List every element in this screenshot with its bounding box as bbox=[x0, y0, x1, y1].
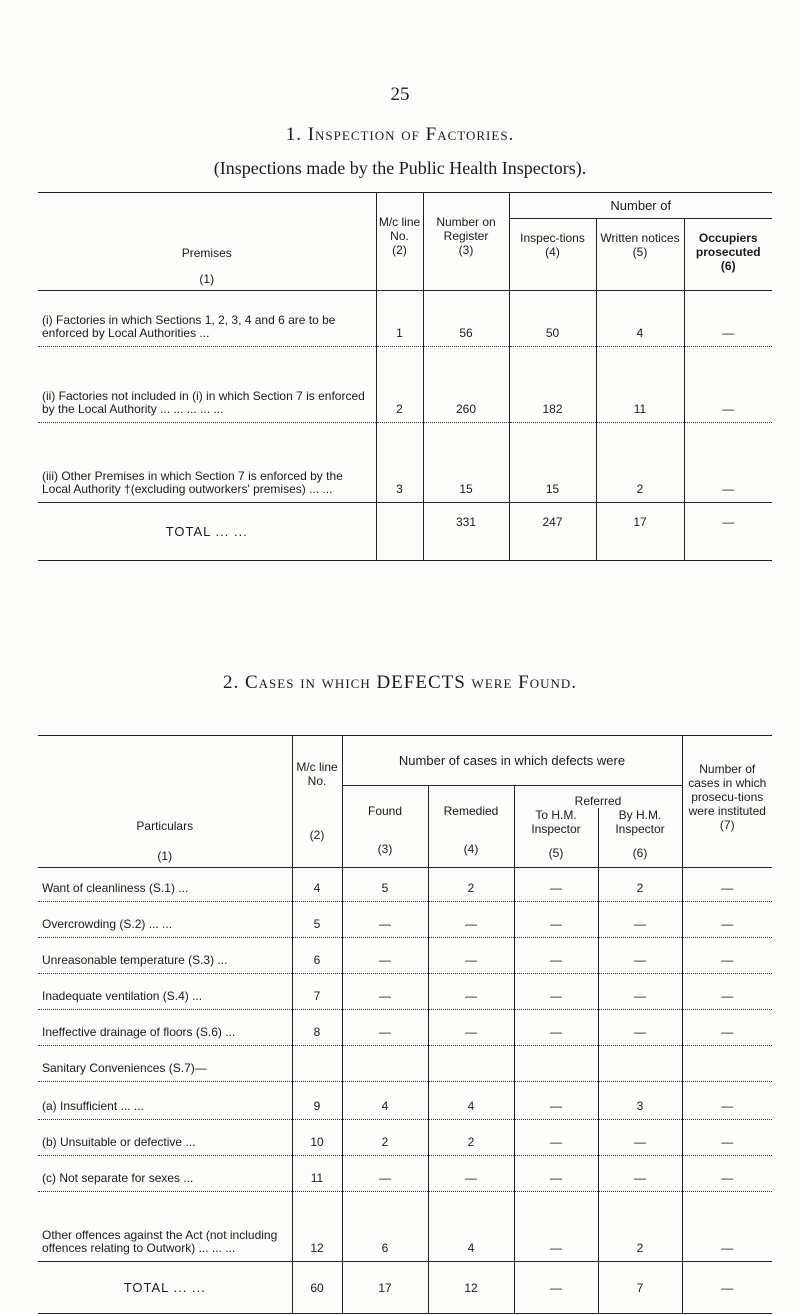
remedied-cell: — bbox=[428, 1156, 514, 1192]
prosecutions-cell: — bbox=[682, 1010, 772, 1046]
premises-label: (iii) Other Premises in which Section 7 is enforced by the Local Authority †(excluding outworkers' premises) ... ... bbox=[38, 423, 376, 503]
prosecutions-total: — bbox=[682, 1262, 772, 1314]
mc-cell: 2 bbox=[376, 347, 423, 423]
by-hm-cell: — bbox=[598, 1120, 682, 1156]
by-hm-cell: 3 bbox=[598, 1082, 682, 1120]
particulars-header: Particulars (1) bbox=[38, 736, 292, 868]
table-row bbox=[38, 1010, 772, 1046]
to-hm-cell: — bbox=[514, 902, 598, 938]
table-row bbox=[38, 902, 772, 938]
number-of-header: Number of bbox=[509, 193, 772, 219]
prosecutions-cell: — bbox=[682, 1120, 772, 1156]
prosecutions-cell: — bbox=[682, 1156, 772, 1192]
particulars-label: (b) Unsuitable or defective ... bbox=[38, 1120, 292, 1156]
by-hm-cell: — bbox=[598, 938, 682, 974]
register-header: Number on Register (3) bbox=[423, 193, 509, 291]
mc-cell: 8 bbox=[292, 1010, 342, 1046]
total-label: TOTAL ... ... bbox=[38, 1262, 292, 1314]
premises-header: Premises (1) bbox=[38, 193, 376, 291]
to-hm-cell: — bbox=[514, 1082, 598, 1120]
particulars-label: Want of cleanliness (S.1) ... bbox=[38, 868, 292, 902]
mc-cell: 5 bbox=[292, 902, 342, 938]
mc-line-header: M/c line No. (2) bbox=[376, 193, 423, 291]
mc-cell: 4 bbox=[292, 868, 342, 902]
register-cell: 15 bbox=[423, 423, 509, 503]
found-cell: — bbox=[342, 1156, 428, 1192]
section2-title: 2. Cases in which DEFECTS were Found. bbox=[222, 672, 577, 693]
notices-header: Written notices (5) bbox=[596, 219, 684, 291]
found-cell: 4 bbox=[342, 1082, 428, 1120]
prosecutions-cell: — bbox=[682, 902, 772, 938]
mc-cell bbox=[376, 503, 423, 561]
found-cell: 6 bbox=[342, 1192, 428, 1262]
by-hm-cell: — bbox=[598, 1010, 682, 1046]
remedied-header: Remedied (4) bbox=[428, 786, 514, 868]
particulars-label: Other offences against the Act (not including offences relating to Outwork) ... ... ... bbox=[38, 1192, 292, 1262]
defects-header: Number of cases in which defects were bbox=[342, 736, 682, 786]
found-cell: — bbox=[342, 902, 428, 938]
remedied-total: 12 bbox=[428, 1262, 514, 1314]
by-hm-total: 7 bbox=[598, 1262, 682, 1314]
inspections-total: 247 bbox=[509, 503, 596, 561]
premises-label: (ii) Factories not included in (i) in which Section 7 is enforced by the Local Authority ... ... ... ... ... bbox=[38, 347, 376, 423]
particulars-label: (a) Insufficient ... ... bbox=[38, 1082, 292, 1120]
to-hm-header: To H.M. Inspector (5) bbox=[514, 808, 598, 868]
particulars-label: Ineffective drainage of floors (S.6) ... bbox=[38, 1010, 292, 1046]
prosecutions-cell bbox=[682, 1046, 772, 1082]
table-row bbox=[38, 1082, 772, 1120]
prosecutions-cell: — bbox=[682, 1082, 772, 1120]
prosecutions-cell: — bbox=[682, 938, 772, 974]
particulars-label: Overcrowding (S.2) ... ... bbox=[38, 902, 292, 938]
remedied-cell: 2 bbox=[428, 1120, 514, 1156]
mc-total: 60 bbox=[292, 1262, 342, 1314]
remedied-cell: — bbox=[428, 902, 514, 938]
factories-inspection-table bbox=[38, 192, 772, 561]
mc-cell: 10 bbox=[292, 1120, 342, 1156]
to-hm-cell: — bbox=[514, 938, 598, 974]
mc-cell bbox=[292, 1046, 342, 1082]
mc-line-header: M/c line No. (2) bbox=[292, 736, 342, 868]
inspections-header: Inspec-tions (4) bbox=[509, 219, 596, 291]
mc-cell: 3 bbox=[376, 423, 423, 503]
to-hm-cell: — bbox=[514, 868, 598, 902]
prosecuted-header: Occupiers prosecuted (6) bbox=[684, 219, 772, 291]
by-hm-cell: — bbox=[598, 974, 682, 1010]
found-cell: — bbox=[342, 938, 428, 974]
prosecuted-cell: — bbox=[684, 291, 772, 347]
remedied-cell bbox=[428, 1046, 514, 1082]
found-cell: 2 bbox=[342, 1120, 428, 1156]
to-hm-cell: — bbox=[514, 1120, 598, 1156]
total-row bbox=[38, 1262, 772, 1314]
prosecutions-cell: — bbox=[682, 974, 772, 1010]
total-label: TOTAL ... ... bbox=[38, 503, 376, 561]
total-row bbox=[38, 503, 772, 561]
prosecuted-total: — bbox=[684, 503, 772, 561]
notices-cell: 11 bbox=[596, 347, 684, 423]
to-hm-cell: — bbox=[514, 1156, 598, 1192]
page-number: 25 bbox=[390, 84, 410, 105]
defects-table bbox=[38, 735, 772, 1314]
found-header: Found (3) bbox=[342, 786, 428, 868]
by-hm-cell: — bbox=[598, 902, 682, 938]
mc-cell: 1 bbox=[376, 291, 423, 347]
table-row bbox=[38, 1120, 772, 1156]
table-row bbox=[38, 1192, 772, 1262]
prosecutions-cell: — bbox=[682, 1192, 772, 1262]
table-row bbox=[38, 1156, 772, 1192]
particulars-label: Unreasonable temperature (S.3) ... bbox=[38, 938, 292, 974]
mc-cell: 7 bbox=[292, 974, 342, 1010]
remedied-cell: 4 bbox=[428, 1082, 514, 1120]
to-hm-cell: — bbox=[514, 1010, 598, 1046]
found-cell: — bbox=[342, 974, 428, 1010]
mc-cell: 6 bbox=[292, 938, 342, 974]
prosecuted-cell: — bbox=[684, 423, 772, 503]
by-hm-header: By H.M. Inspector (6) bbox=[598, 808, 682, 868]
mc-cell: 9 bbox=[292, 1082, 342, 1120]
found-cell: 5 bbox=[342, 868, 428, 902]
remedied-cell: — bbox=[428, 974, 514, 1010]
notices-cell: 2 bbox=[596, 423, 684, 503]
remedied-cell: — bbox=[428, 1010, 514, 1046]
inspections-cell: 182 bbox=[509, 347, 596, 423]
premises-label: (i) Factories in which Sections 1, 2, 3, 4 and 6 are to be enforced by Local Authorities ... bbox=[38, 291, 376, 347]
to-hm-cell: — bbox=[514, 974, 598, 1010]
by-hm-cell: 2 bbox=[598, 1192, 682, 1262]
prosecutions-cell: — bbox=[682, 868, 772, 902]
table-row bbox=[38, 974, 772, 1010]
section1-title: 1. Inspection of Factories. bbox=[285, 124, 515, 145]
by-hm-cell: — bbox=[598, 1156, 682, 1192]
table-row bbox=[38, 347, 772, 423]
register-cell: 260 bbox=[423, 347, 509, 423]
mc-cell: 11 bbox=[292, 1156, 342, 1192]
found-cell: — bbox=[342, 1010, 428, 1046]
register-cell: 56 bbox=[423, 291, 509, 347]
particulars-label: Inadequate ventilation (S.4) ... bbox=[38, 974, 292, 1010]
table-row bbox=[38, 1046, 772, 1082]
remedied-cell: 2 bbox=[428, 868, 514, 902]
referred-header: Referred bbox=[514, 786, 682, 808]
table-row bbox=[38, 868, 772, 902]
remedied-cell: 4 bbox=[428, 1192, 514, 1262]
particulars-label: (c) Not separate for sexes ... bbox=[38, 1156, 292, 1192]
mc-cell: 12 bbox=[292, 1192, 342, 1262]
found-total: 17 bbox=[342, 1262, 428, 1314]
to-hm-cell bbox=[514, 1046, 598, 1082]
table-row bbox=[38, 423, 772, 503]
particulars-label: Sanitary Conveniences (S.7)— bbox=[38, 1046, 292, 1082]
section1-subtitle: (Inspections made by the Public Health Inspectors). bbox=[213, 158, 587, 178]
notices-total: 17 bbox=[596, 503, 684, 561]
prosecutions-header: Number of cases in which prosecu-tions were instituted (7) bbox=[682, 736, 772, 868]
remedied-cell: — bbox=[428, 938, 514, 974]
to-hm-total: — bbox=[514, 1262, 598, 1314]
prosecuted-cell: — bbox=[684, 347, 772, 423]
inspections-cell: 15 bbox=[509, 423, 596, 503]
table-row bbox=[38, 291, 772, 347]
notices-cell: 4 bbox=[596, 291, 684, 347]
found-cell bbox=[342, 1046, 428, 1082]
register-total: 331 bbox=[423, 503, 509, 561]
inspections-cell: 50 bbox=[509, 291, 596, 347]
by-hm-cell bbox=[598, 1046, 682, 1082]
to-hm-cell: — bbox=[514, 1192, 598, 1262]
table-row bbox=[38, 938, 772, 974]
by-hm-cell: 2 bbox=[598, 868, 682, 902]
